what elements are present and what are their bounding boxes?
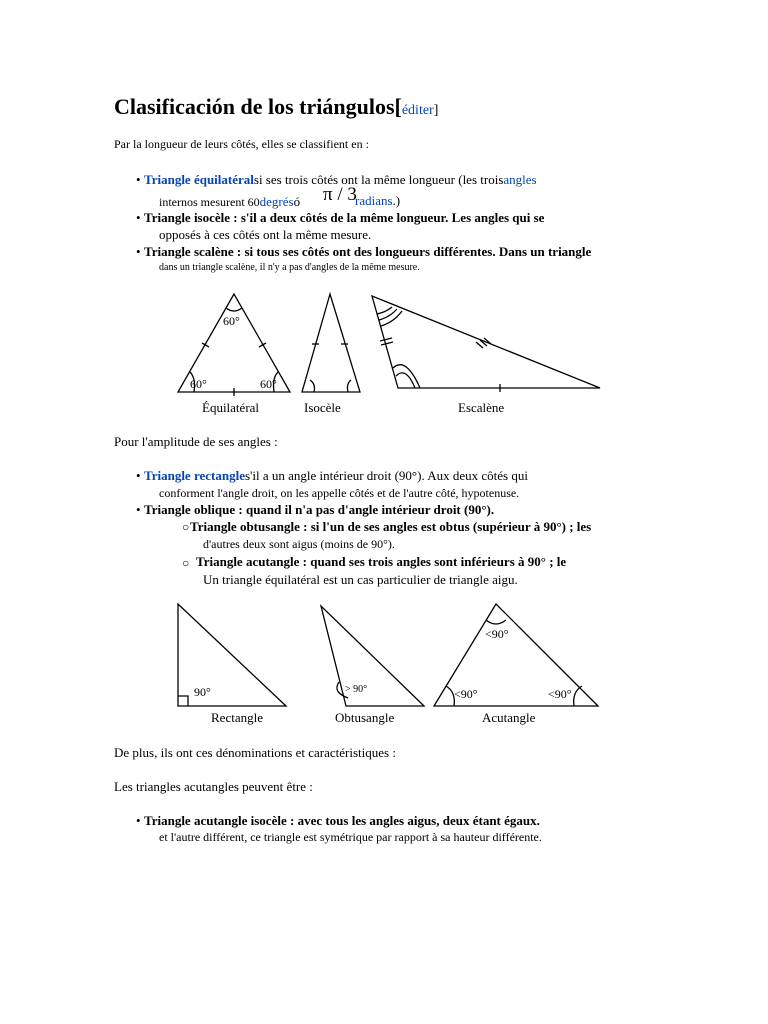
scalene-line2: dans un triangle scalène, il n'y a pas d'angles de la même mesure. <box>159 262 420 273</box>
sub-bullet: ○ <box>182 556 190 570</box>
angle-arc <box>310 380 315 392</box>
title-bracket-open: [ <box>394 94 402 119</box>
bullet: • <box>136 172 141 187</box>
title-bracket-close: ] <box>433 103 439 118</box>
caption-scalene: Escalène <box>458 400 505 415</box>
caption-isosceles: Isocèle <box>304 400 341 415</box>
list-item-obtuse: Triangle obtusangle : si l'un de ses angles est obtus (supérieur à 90°) ; les <box>190 519 592 534</box>
radians-wrap <box>355 193 400 209</box>
caption-obtuse: Obtusangle <box>335 710 395 725</box>
bullet: • <box>136 468 141 483</box>
equilateral-link[interactable]: Triangle équilatéral <box>144 172 254 187</box>
list-item-isosceles: Triangle isocèle : s'il a deux côtés de la même longueur. Les angles qui se <box>144 210 545 225</box>
angle-arc <box>377 307 392 314</box>
equilateral-line2 <box>159 194 300 210</box>
equilateral-line2-text: internos mesurent 60 <box>159 195 260 209</box>
angle-label-right: 60° <box>260 377 277 391</box>
obtuse-triangle <box>321 606 424 706</box>
radians-end: .) <box>392 193 401 208</box>
angles-link[interactable]: angles <box>503 172 537 187</box>
figure-classification-by-sides <box>170 290 610 420</box>
list-item-acute-isosceles: Triangle acutangle isocèle : avec tous les angles aigus, deux étant égaux. <box>144 813 540 828</box>
list-item-right-triangle <box>144 468 528 484</box>
angle-arc <box>396 373 415 388</box>
right-triangle-line2: conforment l'angle droit, on les appelle côtés et de l'autre côté, hypotenuse. <box>159 486 520 500</box>
tick-mark <box>381 342 393 345</box>
pi-over-three: π / 3 <box>323 184 357 205</box>
tick-mark <box>380 338 392 341</box>
sub-bullet: ○ <box>182 520 190 534</box>
caption-rectangle: Rectangle <box>211 710 263 725</box>
angle-label-acute-top: <90° <box>485 627 509 641</box>
caption-acute: Acutangle <box>482 710 536 725</box>
acute-can-be-text: Les triangles acutangles peuvent être : <box>114 779 313 794</box>
or-text: ó <box>293 194 301 209</box>
angle-label-left: 60° <box>190 377 207 391</box>
bullet: • <box>136 210 141 225</box>
list-item-acute: Triangle acutangle : quand ses trois angles sont inférieurs à 90° ; le <box>196 554 567 569</box>
angle-label-obtuse: > 90° <box>345 684 368 695</box>
more-names-text: De plus, ils ont ces dénominations et caractéristiques : <box>114 745 396 760</box>
angle-arc <box>347 380 351 392</box>
page-title <box>114 94 438 120</box>
intro-sides-text: Par la longueur de leurs côtés, elles se classifient en : <box>114 137 369 151</box>
isosceles-line2: opposés à ces côtés ont la même mesure. <box>159 227 372 242</box>
tick-mark <box>476 342 483 348</box>
equilateral-text: si ses trois côtés ont la même longueur (les trois <box>253 172 504 187</box>
figure-classification-by-angles <box>170 600 610 730</box>
right-triangle-text: s'il a un angle intérieur droit (90°). Aux deux côtés qui <box>244 468 528 483</box>
angle-label-right-90: 90° <box>194 685 211 699</box>
angle-label-acute-right: <90° <box>548 687 572 701</box>
bullet: • <box>136 813 141 828</box>
angle-label-top: 60° <box>223 314 240 328</box>
right-triangle-link[interactable]: Triangle rectangle <box>144 468 245 483</box>
angle-arc <box>486 620 506 624</box>
caption-equilateral: Équilatéral <box>202 400 260 415</box>
list-item-oblique: Triangle oblique : quand il n'a pas d'angle intérieur droit (90°). <box>144 502 495 517</box>
right-angle-mark <box>178 696 188 706</box>
list-item-scalene: Triangle scalène : si tous ses côtés ont des longueurs différentes. Dans un triangle <box>144 244 592 259</box>
bullet: • <box>136 502 141 517</box>
bullet: • <box>136 244 141 259</box>
isosceles-triangle <box>302 294 360 392</box>
title-text: Clasificación de los triángulos <box>114 94 395 119</box>
acute-line2: Un triangle équilatéral est un cas particulier de triangle aigu. <box>203 572 518 587</box>
degrees-link[interactable]: degrés <box>259 194 294 209</box>
acute-isosceles-line2: et l'autre différent, ce triangle est symétrique par rapport à sa hauteur différente. <box>159 830 542 844</box>
obtuse-line2: d'autres deux sont aigus (moins de 90°). <box>203 537 395 551</box>
angle-label-acute-left: <90° <box>454 687 478 701</box>
radians-link[interactable]: radians <box>355 193 393 208</box>
angle-arc <box>226 308 242 311</box>
edit-link[interactable]: éditer <box>401 103 434 118</box>
intro-angles-text: Pour l'amplitude de ses angles : <box>114 434 278 449</box>
